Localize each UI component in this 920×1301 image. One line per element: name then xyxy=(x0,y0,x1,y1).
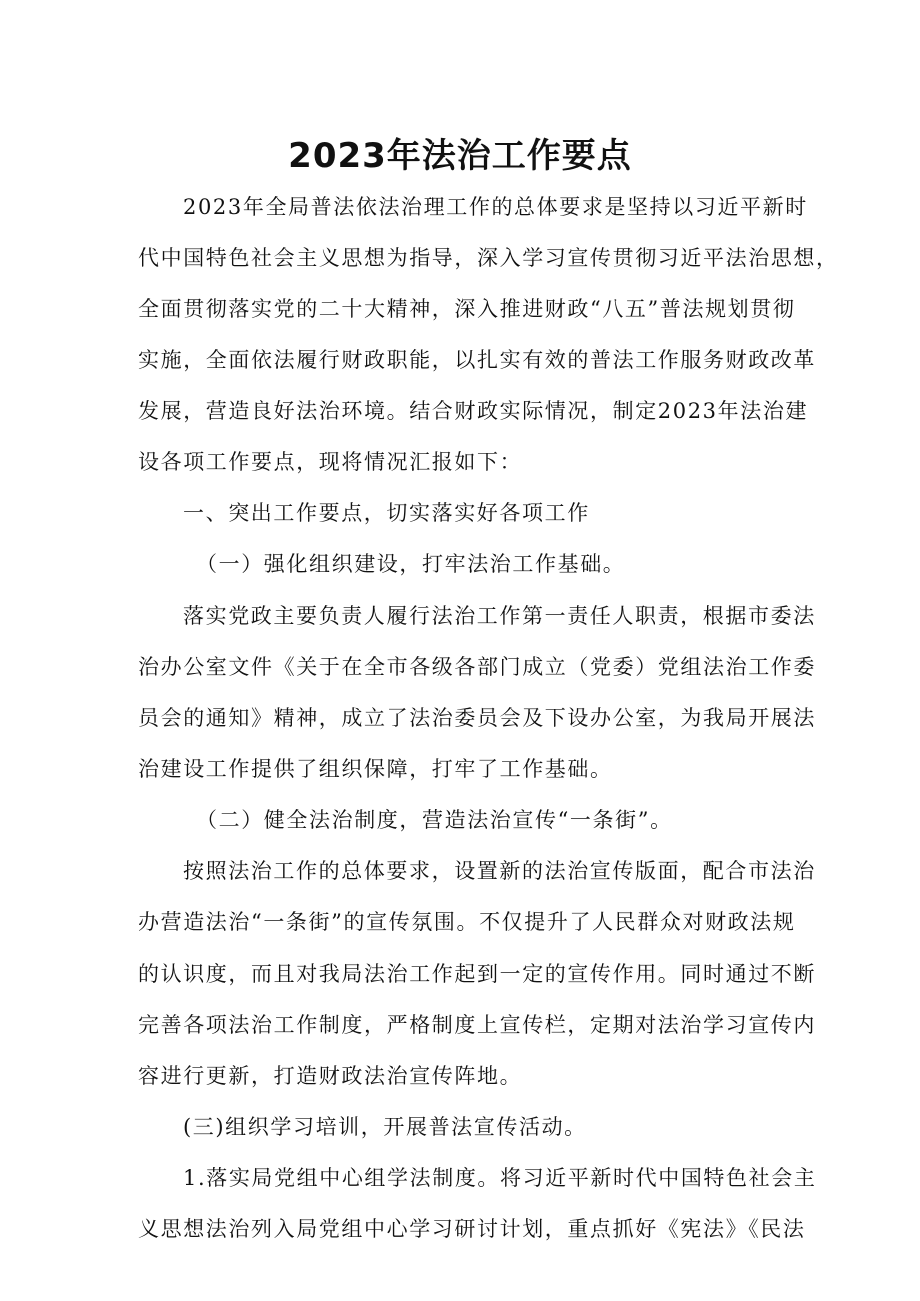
body-line: 代中国特色社会主义思想为指导，深入学习宣传贯彻习近平法治思想， xyxy=(138,246,839,270)
body-line: 按照法治工作的总体要求，设置新的法治宣传版面，配合市法治 xyxy=(183,859,816,883)
body-line: 治办公室文件《关于在全市各级各部门成立（党委）党组法治工作委 xyxy=(138,655,816,679)
body-line: 落实党政主要负责人履行法治工作第一责任人职责，根据市委法 xyxy=(183,604,816,628)
document-title: 2023年法治工作要点 xyxy=(288,136,632,176)
body-line: 1.落实局党组中心组学法制度。将习近平新时代中国特色社会主 xyxy=(183,1166,817,1190)
subsection-heading: （二）健全法治制度，营造法治宣传“一条街”。 xyxy=(196,808,673,832)
body-line: 全面贯彻落实党的二十大精神，深入推进财政“八五”普法规划贯彻 xyxy=(138,297,796,321)
body-line: 发展，营造良好法治环境。结合财政实际情况，制定2023年法治建 xyxy=(138,399,809,423)
body-line: 员会的通知》精神，成立了法治委员会及下设办公室，为我局开展法 xyxy=(138,706,816,730)
subsection-heading: （一）强化组织建设，打牢法治工作基础。 xyxy=(196,552,626,576)
subsection-heading: (三)组织学习培训，开展普法宣传活动。 xyxy=(183,1115,587,1139)
body-line: 设各项工作要点，现将情况汇报如下： xyxy=(138,450,523,474)
body-line: 容进行更新，打造财政法治宣传阵地。 xyxy=(138,1064,523,1088)
body-line: 实施，全面依法履行财政职能，以扎实有效的普法工作服务财政改革 xyxy=(138,348,816,372)
body-line: 2023年全局普法依法治理工作的总体要求是坚持以习近平新时 xyxy=(183,195,808,219)
body-line: 治建设工作提供了组织保障，打牢了工作基础。 xyxy=(138,757,613,781)
section-heading: 一、突出工作要点，切实落实好各项工作 xyxy=(183,501,590,525)
body-line: 完善各项法治工作制度，严格制度上宣传栏，定期对法治学习宣传内 xyxy=(138,1013,816,1037)
body-line: 办营造法治“一条街”的宣传氛围。不仅提升了人民群众对财政法规 xyxy=(138,910,796,934)
body-line: 的认识度，而且对我局法治工作起到一定的宣传作用。同时通过不断 xyxy=(138,962,816,986)
body-line: 义思想法治列入局党组中心学习研讨计划，重点抓好《宪法》《民法 xyxy=(138,1217,806,1241)
